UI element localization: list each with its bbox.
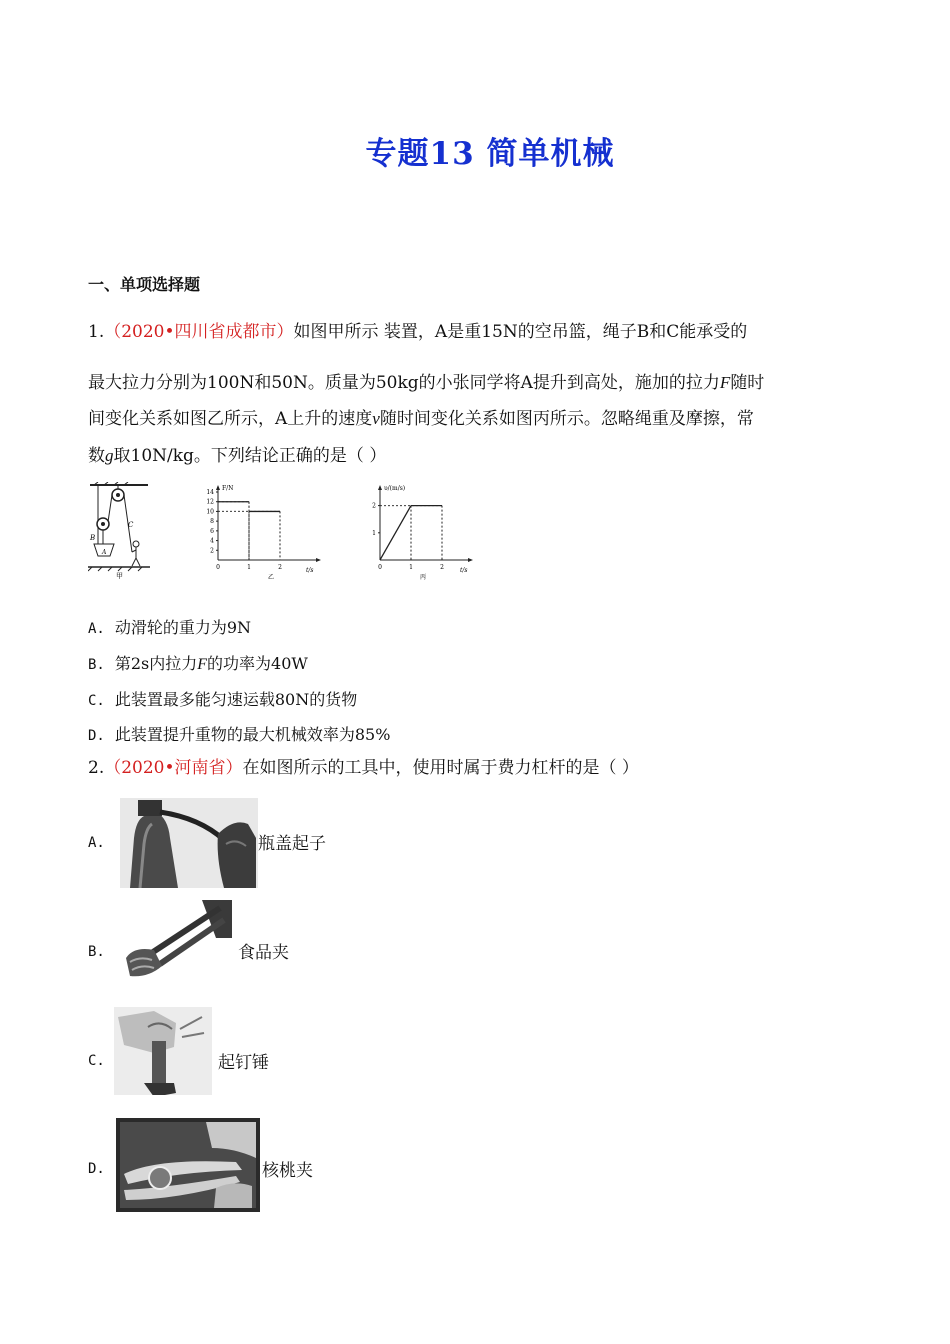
option-key: C. bbox=[88, 1053, 105, 1069]
q1-line-3 bbox=[88, 407, 754, 431]
q2-number: 2. bbox=[88, 758, 105, 778]
option-key: A. bbox=[88, 621, 105, 637]
q1-line-2 bbox=[88, 371, 764, 395]
option-text: 第2s内拉力 bbox=[114, 654, 198, 673]
var-g: g bbox=[105, 446, 114, 465]
var-f: F bbox=[197, 656, 208, 673]
q1-line-1 bbox=[88, 320, 747, 344]
y-tick-label: 4 bbox=[210, 537, 214, 545]
q2-line-1 bbox=[88, 756, 639, 780]
q2-option-c[interactable] bbox=[88, 1050, 115, 1069]
label-bing: 丙 bbox=[420, 574, 427, 580]
q1-option-d[interactable] bbox=[88, 722, 390, 745]
q2-text: 在如图所示的工具中，使用时属于费力杠杆的是（ ） bbox=[242, 758, 639, 778]
label-c: C bbox=[128, 521, 134, 529]
tool-label-claw-hammer: 起钉锤 bbox=[218, 1053, 269, 1073]
q2-option-d[interactable] bbox=[88, 1158, 115, 1177]
t-axis-label-yi: t/s bbox=[306, 567, 314, 574]
option-text: 此装置最多能匀速运载80N的货物 bbox=[114, 690, 358, 709]
q1-text-4b: 取10N/kg。下列结论正确的是（ ） bbox=[113, 446, 387, 466]
q1-option-a[interactable] bbox=[88, 615, 251, 638]
y-tick-label: 10 bbox=[206, 508, 214, 516]
claw-hammer-image bbox=[114, 1007, 212, 1103]
q1-line-4 bbox=[88, 444, 386, 468]
option-text-end: 的功率为40W bbox=[207, 654, 308, 673]
option-key: D. bbox=[88, 728, 105, 744]
page-title: 专题13 简单机械 bbox=[365, 136, 615, 172]
x-tick-label: 0 bbox=[378, 564, 382, 571]
y-tick-label: 8 bbox=[210, 518, 214, 526]
option-key: B. bbox=[88, 657, 105, 673]
q1-source: （2020•四川省成都市） bbox=[104, 322, 294, 342]
var-v: v bbox=[372, 409, 380, 428]
tool-label-nutcracker: 核桃夹 bbox=[262, 1161, 313, 1181]
y-tick-label: 1 bbox=[372, 529, 376, 537]
option-key: B. bbox=[88, 944, 105, 960]
q1-number: 1. bbox=[88, 322, 105, 342]
q1-text-3-end: 随时间变化关系如图丙所示。忽略绳重及摩擦，常 bbox=[379, 409, 754, 429]
q1-text-4a: 数 bbox=[88, 446, 105, 466]
q1-text-1: 如图甲所示 装置，A是重15N的空吊篮，绳子B和C能承受的 bbox=[293, 322, 748, 342]
f-axis-label: F/N bbox=[222, 485, 234, 492]
force-time-chart bbox=[196, 482, 326, 580]
pulley-diagram bbox=[88, 482, 168, 580]
label-a: A bbox=[102, 549, 107, 556]
q1-text-3: 间变化关系如图乙所示，A上升的速度 bbox=[88, 409, 373, 429]
bottle-opener-image bbox=[120, 798, 258, 888]
label-jia: 甲 bbox=[116, 572, 123, 580]
label-yi: 乙 bbox=[268, 574, 275, 580]
option-text: 动滑轮的重力为9N bbox=[114, 618, 252, 637]
tool-label-bottle-opener: 瓶盖起子 bbox=[258, 834, 326, 854]
q1-option-b[interactable] bbox=[88, 651, 308, 674]
y-tick-label: 12 bbox=[206, 498, 214, 506]
velocity-time-chart bbox=[358, 482, 478, 580]
option-text: 此装置提升重物的最大机械效率为85% bbox=[114, 725, 391, 744]
q1-option-c[interactable] bbox=[88, 687, 357, 710]
nutcracker-image bbox=[116, 1118, 260, 1212]
x-tick-label: 0 bbox=[216, 564, 220, 571]
q2-option-a[interactable] bbox=[88, 832, 115, 851]
option-key: A. bbox=[88, 835, 105, 851]
x-tick-label: 2 bbox=[440, 564, 444, 571]
option-key: D. bbox=[88, 1161, 105, 1177]
q2-option-b[interactable] bbox=[88, 941, 115, 960]
tool-label-food-tongs: 食品夹 bbox=[238, 943, 289, 963]
t-axis-label-bing: t/s bbox=[460, 567, 468, 574]
x-tick-label: 1 bbox=[247, 564, 251, 571]
y-tick-label: 14 bbox=[206, 489, 214, 496]
y-tick-label: 2 bbox=[372, 502, 376, 510]
y-tick-label: 6 bbox=[210, 527, 214, 535]
var-f: F bbox=[719, 373, 731, 392]
food-tongs-image bbox=[120, 898, 232, 986]
q2-source: （2020•河南省） bbox=[104, 758, 243, 778]
v-axis-label: υ/(m/s) bbox=[384, 485, 406, 492]
x-tick-label: 1 bbox=[409, 564, 413, 571]
series-line bbox=[380, 506, 411, 560]
x-tick-label: 2 bbox=[278, 564, 282, 571]
q1-text-2: 最大拉力分别为100N和50N。质量为50kg的小张同学将A提升到高处，施加的拉力 bbox=[88, 373, 720, 393]
section-heading: 一、单项选择题 bbox=[88, 275, 201, 294]
q1-text-2-end: 随时 bbox=[730, 373, 765, 393]
option-key: C. bbox=[88, 693, 105, 709]
label-b: B bbox=[90, 534, 96, 542]
y-tick-label: 2 bbox=[210, 547, 214, 555]
